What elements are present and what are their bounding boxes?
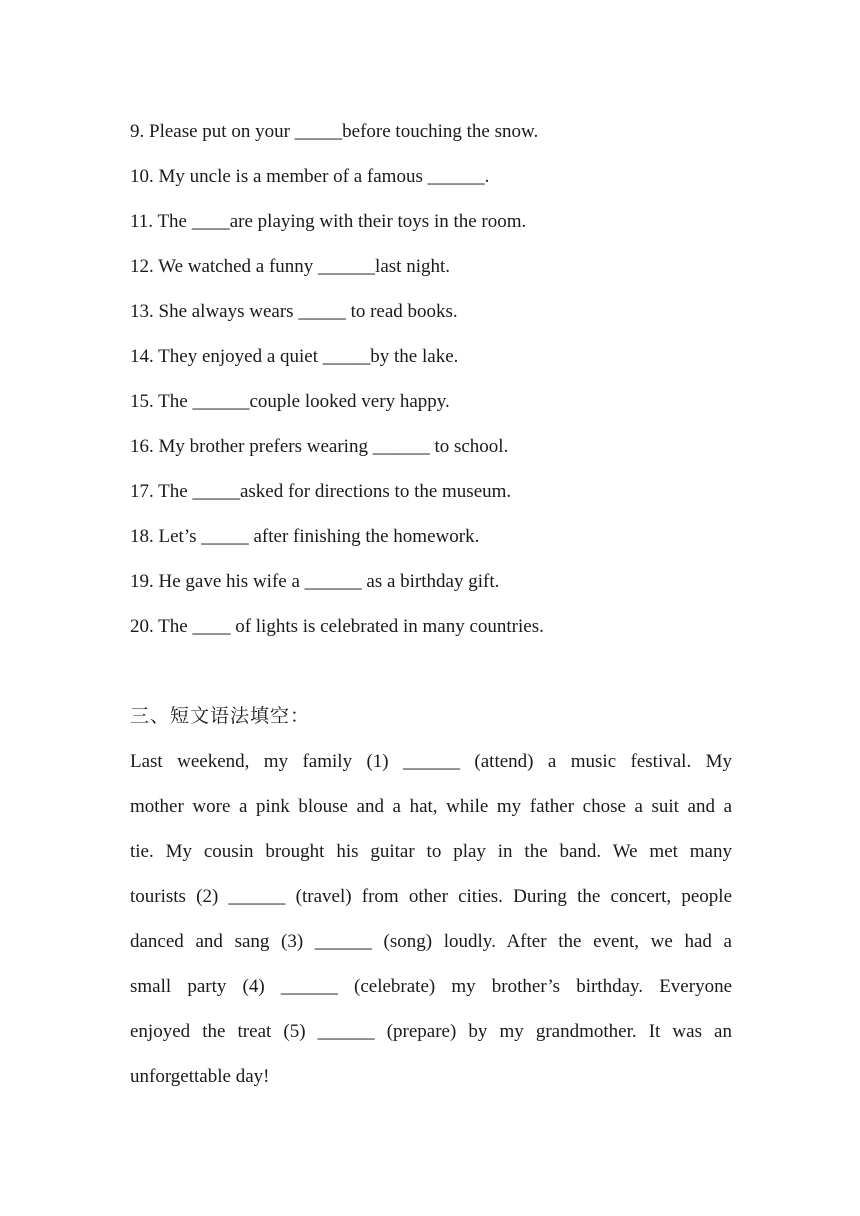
passage-line: mother wore a pink blouse and a hat, while my father chose a suit and a — [130, 796, 732, 817]
passage-line: tourists (2) ______ (travel) from other cities. During the concert, people — [130, 886, 732, 907]
section-spacer — [130, 649, 732, 694]
question-12: 12. We watched a funny ______last night. — [130, 256, 451, 277]
question-10: 10. My uncle is a member of a famous ______. — [130, 166, 490, 187]
passage-line: enjoyed the treat (5) ______ (prepare) by my grandmother. It was an — [130, 1021, 732, 1042]
cloze-passage — [130, 739, 732, 1099]
section-3-title: 三、短文语法填空： — [130, 706, 311, 727]
passage-line: Last weekend, my family (1) ______ (attend) a music festival. My — [130, 751, 732, 772]
passage-line: danced and sang (3) ______ (song) loudly. After the event, we had a — [130, 931, 732, 952]
worksheet-content — [130, 109, 732, 1099]
question-16: 16. My brother prefers wearing ______ to school. — [130, 436, 509, 457]
question-14: 14. They enjoyed a quiet _____by the lake. — [130, 346, 459, 367]
question-15: 15. The ______couple looked very happy. — [130, 391, 450, 412]
question-19: 19. He gave his wife a ______ as a birthday gift. — [130, 571, 500, 592]
passage-line: tie. My cousin brought his guitar to play in the band. We met many — [130, 841, 732, 862]
question-11: 11. The ____are playing with their toys in the room. — [130, 211, 527, 232]
question-9: 9. Please put on your _____before touching the snow. — [130, 121, 539, 142]
question-20: 20. The ____ of lights is celebrated in many countries. — [130, 616, 544, 637]
question-17: 17. The _____asked for directions to the museum. — [130, 481, 512, 502]
passage-line: small party (4) ______ (celebrate) my brother’s birthday. Everyone — [130, 976, 732, 997]
question-13: 13. She always wears _____ to read books. — [130, 301, 458, 322]
passage-line: unforgettable day! — [130, 1066, 270, 1087]
question-18: 18. Let’s _____ after finishing the homework. — [130, 526, 480, 547]
